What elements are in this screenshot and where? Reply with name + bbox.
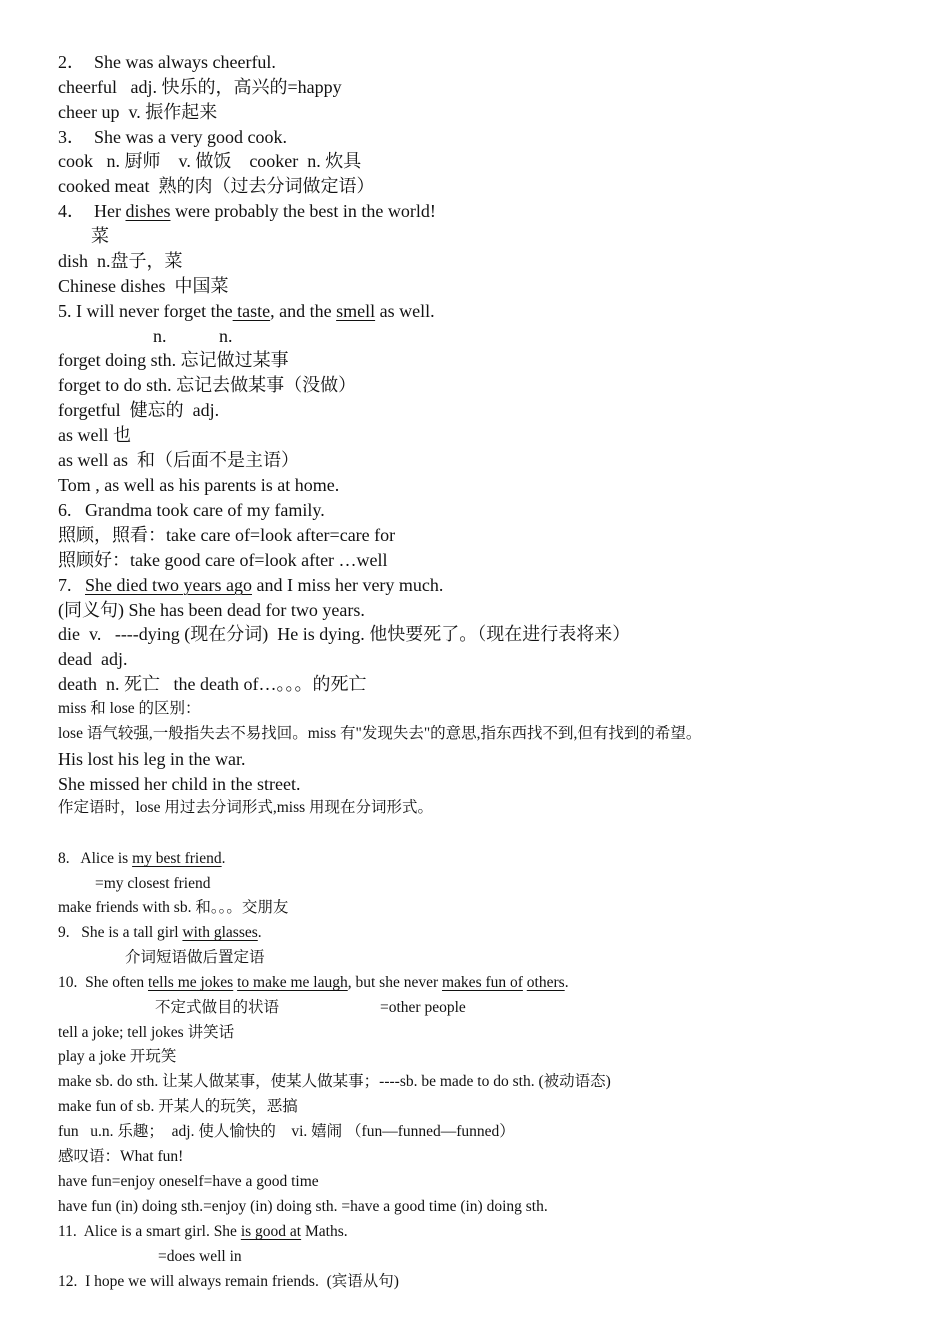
text-line: 9. She is a tall girl with glasses.: [58, 924, 262, 941]
underlined-phrase: is good at: [240, 1223, 302, 1240]
text-line: dish n.盘子，菜: [58, 251, 183, 271]
text-line: forgetful 健忘的 adj.: [58, 400, 220, 420]
text-line: 2． She was always cheerful.: [58, 52, 276, 72]
text-line: cheerful adj. 快乐的，高兴的=happy: [58, 77, 342, 97]
text-line: cheer up v. 振作起来: [58, 102, 218, 122]
text-line: 照顾，照看：take care of=look after=care for: [58, 525, 396, 545]
text-line: as well as 和（后面不是主语）: [58, 450, 299, 470]
text-line: She missed her child in the street.: [58, 774, 301, 794]
annotation: n.: [219, 326, 233, 346]
text-line: Chinese dishes 中国菜: [58, 276, 229, 296]
text-line: 3． She was a very good cook.: [58, 127, 287, 147]
text-line: as well 也: [58, 425, 131, 445]
underlined-phrase: smell: [336, 301, 376, 321]
text-line: 7. She died two years ago and I miss her very much.: [58, 575, 444, 595]
text-line: tell a joke; tell jokes 讲笑话: [58, 1024, 235, 1041]
annotation: =does well in: [158, 1248, 242, 1265]
text-line: have fun=enjoy oneself=have a good time: [58, 1173, 319, 1190]
text-line: die v. ----dying (现在分词) He is dying. 他快要死了。（现在进行表将来）: [58, 624, 631, 644]
annotation: 介词短语做后置定语: [125, 949, 265, 966]
text-line: 8. Alice is my best friend.: [58, 850, 226, 867]
text-line: lose 语气较强,一般指失去不易找回。miss 有"发现失去"的意思,指东西找不到,但有找到的希望。: [58, 725, 702, 742]
text-line: make fun of sb. 开某人的玩笑，恶搞: [58, 1098, 298, 1115]
annotation: n.: [153, 326, 167, 346]
underlined-phrase: dishes: [125, 201, 171, 221]
text-line: 6. Grandma took care of my family.: [58, 500, 325, 520]
underlined-phrase: makes fun of: [442, 974, 523, 991]
text-line: 5. I will never forget the taste, and the smell as well.: [58, 301, 435, 321]
annotation: =my closest friend: [95, 875, 211, 892]
text-line: dead adj.: [58, 649, 128, 669]
annotation: =other people: [380, 999, 466, 1016]
text-line: death n. 死亡 the death of…。。。的死亡: [58, 674, 367, 694]
text-line: 4． Her dishes were probably the best in the world!: [58, 201, 436, 221]
underlined-phrase: others: [526, 974, 565, 991]
underlined-phrase: to make me laugh: [237, 974, 348, 991]
text-line: (同义句) She has been dead for two years.: [58, 600, 365, 620]
text-line: 感叹语：What fun!: [58, 1148, 184, 1165]
text-line: fun u.n. 乐趣； adj. 使人愉快的 vi. 嬉闹 （fun—funned—funned）: [58, 1123, 515, 1140]
text-line: 照顾好：take good care of=look after …well: [58, 550, 388, 570]
underlined-phrase: taste: [232, 301, 271, 321]
text-line: cook n. 厨师 v. 做饭 cooker n. 炊具: [58, 151, 362, 171]
text-line: make sb. do sth. 让某人做某事，使某人做某事；----sb. be made to do sth. (被动语态): [58, 1073, 611, 1090]
underlined-phrase: my best friend: [132, 850, 222, 867]
text-line: His lost his leg in the war.: [58, 749, 246, 769]
text-line: Tom , as well as his parents is at home.: [58, 475, 340, 495]
underlined-phrase: She died two years ago: [85, 575, 252, 595]
text-line: 12. I hope we will always remain friends. (宾语从句): [58, 1273, 399, 1290]
underlined-phrase: tells me jokes: [147, 974, 234, 991]
underlined-phrase: with glasses: [182, 924, 258, 941]
annotation: 菜: [91, 226, 109, 246]
annotation: 不定式做目的状语: [155, 999, 280, 1016]
text-line: 11. Alice is a smart girl. She is good at Maths.: [58, 1223, 348, 1240]
text-line: cooked meat 熟的肉（过去分词做定语）: [58, 176, 375, 196]
text-line: forget doing sth. 忘记做过某事: [58, 350, 289, 370]
text-line: miss 和 lose 的区别：: [58, 700, 201, 717]
text-line: have fun (in) doing sth.=enjoy (in) doing sth. =have a good time (in) doing sth.: [58, 1198, 548, 1215]
text-line: forget to do sth. 忘记去做某事（没做）: [58, 375, 357, 395]
text-line: 作定语时，lose 用过去分词形式,miss 用现在分词形式。: [58, 799, 434, 816]
text-line: play a joke 开玩笑: [58, 1048, 177, 1065]
text-line: 10. She often tells me jokes to make me laugh, but she never makes fun of others.: [58, 974, 569, 991]
text-line: make friends with sb. 和。。。交朋友: [58, 899, 289, 916]
